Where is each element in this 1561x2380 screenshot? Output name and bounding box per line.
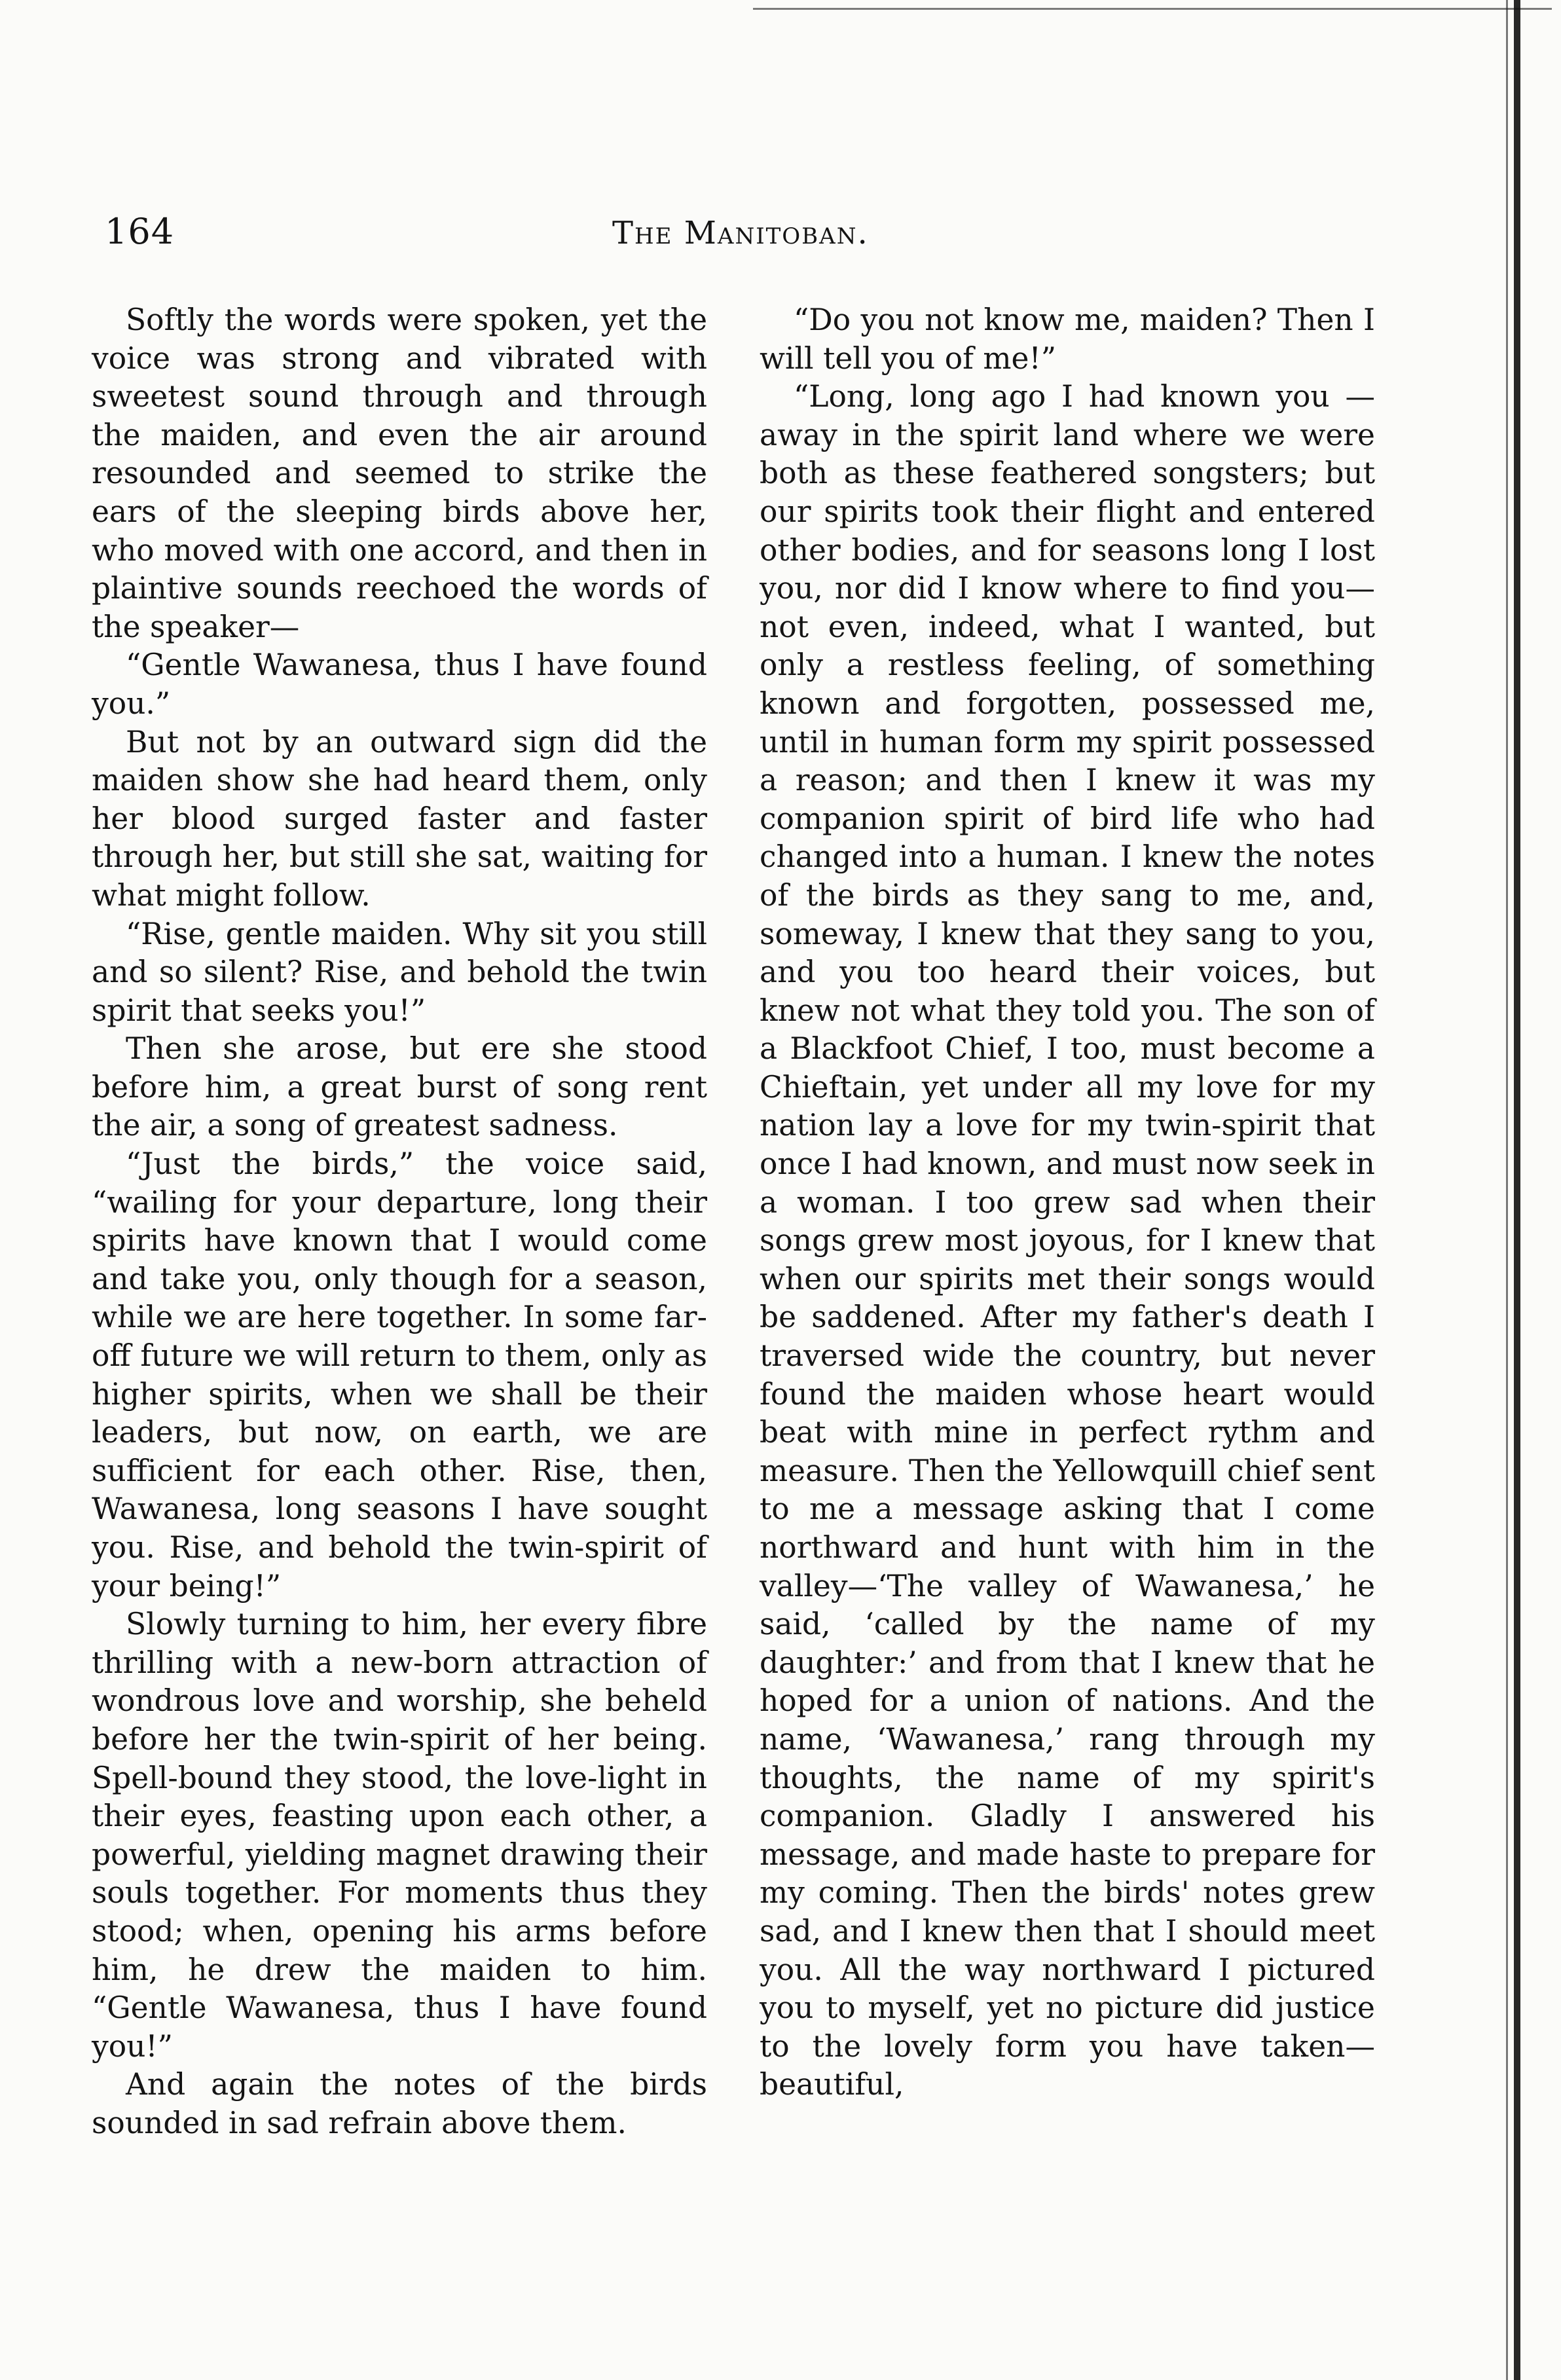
- running-header: [105, 211, 1414, 263]
- right-column: [760, 301, 1375, 2104]
- paragraph: And again the notes of the birds sounded in sad refrain above them.: [92, 2067, 707, 2140]
- paragraph: Then she arose, but ere she stood before him, a great burst of song rent the air, a song of greatest sadness.: [92, 1031, 707, 1143]
- paragraph: “Just the birds,” the voice said, “wailing for your departure, long their spirits have known that I would come and take you, only though for a season, while we are here together. In some far-off future we will return to them, only as higher spirits, when we shall be their leaders, but now, on earth, we are sufficient for each other. Rise, then, Wawanesa, long seasons I have sought you. Rise, and behold the twin-spirit of your being!”: [92, 1146, 707, 1603]
- paragraph: “Long, long ago I had known you —away in the spirit land where we were both as these feathered songsters; but our spirits took their flight and entered other bodies, and for seasons long I lost you, nor did I know where to find you—not even, indeed, what I wanted, but only a restless feeling, of something known and forgotten, possessed me, until in human form my spirit possessed a reason; and then I knew it was my companion spirit of bird life who had changed into a human. I knew the notes of the birds as they sang to me, and, someway, I knew that they sang to you, and you too heard their voices, but knew not what they told you. The son of a Blackfoot Chief, I too, must become a Chieftain, yet under all my love for my nation lay a love for my twin-spirit that once I had known, and must now seek in a woman. I too grew sad when their songs grew most joyous, for I knew that when our spirits met their songs would be saddened. After my father's death I traversed wide the country, but never found the maiden whose heart would beat with mine in perfect rythm and measure. Then the Yellowquill chief sent to me a message asking that I come northward and hunt with him in the valley—‘The valley of Wawanesa,’ he said, ‘called by the name of my daughter:’ and from that I knew that he hoped for a union of nations. And the name, ‘Wawanesa,’ rang through my thoughts, the name of my spirit's companion. Gladly I answered his message, and made haste to prepare for my coming. Then the birds' notes grew sad, and I knew then that I should meet you. All the way northward I pictured you to myself, yet no picture did justice to the lovely form you have taken—beautiful,: [760, 379, 1375, 2102]
- paragraph: Slowly turning to him, her every fibre thrilling with a new-born attraction of wondrous love and worship, she beheld before her the twin-spirit of her being. Spell-bound they stood, the love-light in their eyes, feasting upon each other, a powerful, yielding magnet drawing their souls together. For moments thus they stood; when, opening his arms before him, he drew the maiden to him. “Gentle Wawanesa, thus I have found you!”: [92, 1607, 707, 2064]
- page-number: 164: [105, 211, 175, 252]
- paragraph: “Gentle Wawanesa, thus I have found you.”: [92, 648, 707, 721]
- paragraph: But not by an outward sign did the maiden show she had heard them, only her blood surged faster and faster through her, but still she sat, waiting for what might follow.: [92, 724, 707, 913]
- paragraph: “Do you not know me, maiden? Then I will tell you of me!”: [760, 302, 1375, 376]
- top-rule: [753, 8, 1552, 10]
- paragraph: Softly the words were spoken, yet the voice was strong and vibrated with sweetest sound through and through the maiden, and even the air around resounded and seemed to strike the ears of the sleeping birds above her, who moved with one accord, and then in plaintive sounds reechoed the words of the speaker—: [92, 302, 707, 644]
- left-column: [92, 301, 707, 2143]
- running-title: The Manitoban.: [612, 215, 869, 251]
- page-edge-line: [1506, 0, 1508, 2380]
- paragraph: “Rise, gentle maiden. Why sit you still and so silent? Rise, and behold the twin spirit that seeks you!”: [92, 916, 707, 1028]
- page-edge-shadow: [1514, 0, 1520, 2380]
